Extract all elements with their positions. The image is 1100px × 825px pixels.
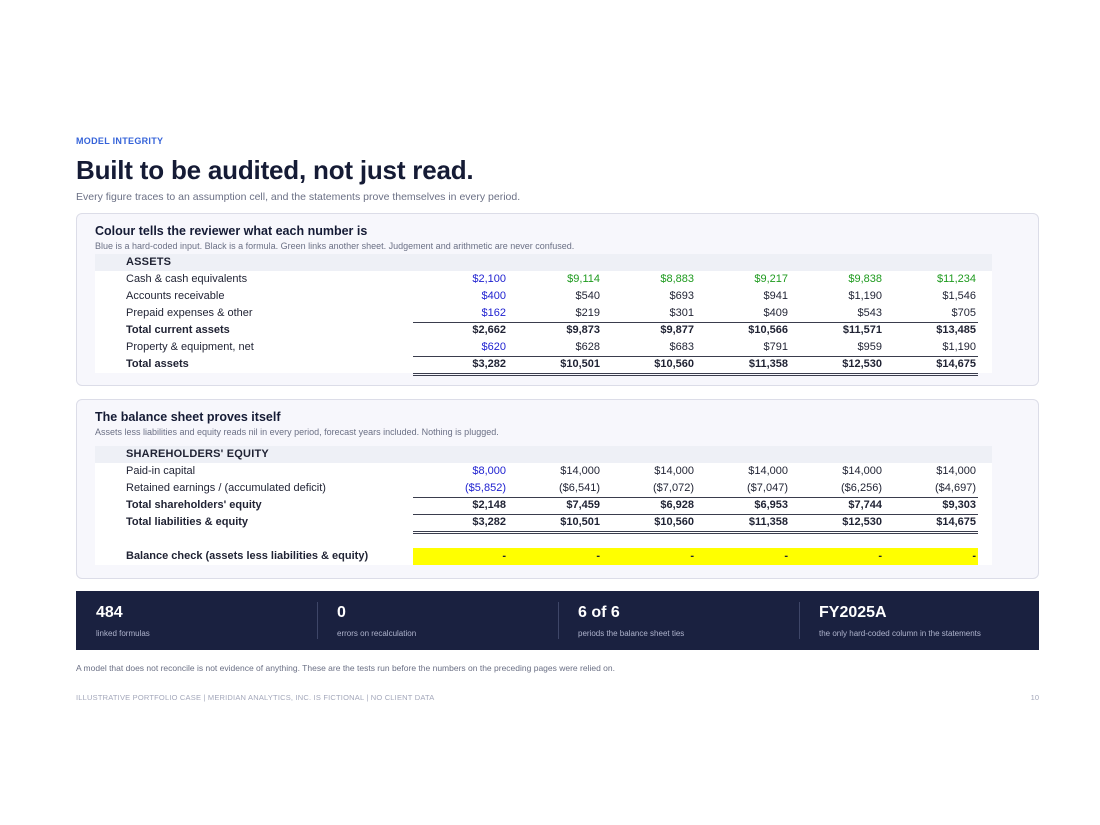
value-cell: $2,148 [472,499,506,511]
assets-table [95,254,992,373]
value-cell: $540 [575,290,600,302]
row-label: Property & equipment, net [126,341,254,353]
value-cell: $11,234 [937,273,976,285]
table-row [95,463,992,480]
value-cell: - [878,550,882,562]
value-cell: ($6,256) [841,482,882,494]
kpi-hard-coded-column [799,591,1039,650]
equity-table [95,446,992,565]
value-cell: $705 [951,307,976,319]
value-cell: $13,485 [936,324,976,336]
value-cell: $2,100 [472,273,506,285]
value-cell: $9,303 [942,499,976,511]
card-subtitle: Assets less liabilities and equity reads nil in every period, forecast years included. Nothing is plugged. [95,427,499,437]
colour-legend-card [76,213,1039,386]
table-row [95,305,992,322]
value-cell: $400 [481,290,506,302]
value-cell: $1,190 [942,341,976,353]
value-cell: $620 [481,341,506,353]
value-cell: $11,571 [842,324,882,336]
value-cell: $11,358 [748,358,788,370]
table-row [95,497,992,514]
value-cell: ($7,072) [653,482,694,494]
value-cell: $9,114 [567,273,600,285]
value-cell: $9,873 [566,324,600,336]
kpi-divider [799,602,800,639]
kpi-periods [558,591,798,650]
kpi-caption: the only hard-coded column in the statements [819,629,981,638]
value-cell: - [690,550,694,562]
row-label: Cash & cash equivalents [126,273,248,285]
balance-check-row [95,548,992,565]
table-row [95,514,992,531]
kpi-bar [76,591,1039,650]
value-cell: $628 [575,341,600,353]
double-rule [413,373,978,376]
value-cell: ($6,541) [559,482,600,494]
kpi-value: 6 of 6 [578,604,620,621]
row-label: Balance check (assets less liabilities & equity) [126,550,369,562]
value-cell: $941 [763,290,788,302]
row-label: Total liabilities & equity [126,516,249,528]
value-cell: ($7,047) [747,482,788,494]
kpi-divider [558,602,559,639]
value-cell: $14,000 [654,465,694,477]
value-cell: $791 [763,341,788,353]
value-cell: $1,190 [848,290,882,302]
value-cell: $3,282 [472,358,506,370]
kpi-value: FY2025A [819,604,887,621]
row-label: Total current assets [126,324,230,336]
value-cell: $10,566 [748,324,788,336]
value-cell: $14,675 [936,358,976,370]
value-cell: $683 [669,341,694,353]
value-cell: $2,662 [472,324,506,336]
value-cell: $9,217 [754,273,788,285]
value-cell: $10,560 [654,516,694,528]
value-cell: $9,838 [848,273,882,285]
value-cell: $8,883 [660,273,694,285]
value-cell: $14,000 [842,465,882,477]
table-row [95,356,992,373]
value-cell: ($5,852) [465,482,506,494]
spacer-row [95,531,992,548]
value-cell: $959 [857,341,882,353]
value-cell: $12,530 [842,516,882,528]
card-header [95,410,499,437]
kpi-caption: errors on recalculation [337,629,417,638]
value-cell: $162 [481,307,506,319]
value-cell: $10,560 [654,358,694,370]
table-row [95,339,992,356]
table-row [95,480,992,497]
card-subtitle: Blue is a hard-coded input. Black is a formula. Green links another sheet. Judgement and arithmetic are never confused. [95,241,575,251]
row-label: Retained earnings / (accumulated deficit) [126,482,326,494]
value-cell: $8,000 [472,465,506,477]
value-cell: $9,877 [660,324,694,336]
value-cell: - [596,550,600,562]
footnote: A model that does not reconcile is not evidence of anything. These are the tests run before the numbers on the preceding pages were relied on. [76,663,615,673]
value-cell: $1,546 [942,290,976,302]
eyebrow-label: MODEL INTEGRITY [76,136,164,146]
row-label: Paid-in capital [126,465,196,477]
value-cell: $14,675 [936,516,976,528]
value-cell: $11,358 [748,516,788,528]
value-cell: $7,459 [566,499,600,511]
row-label: SHAREHOLDERS' EQUITY [126,448,269,460]
value-cell: $14,000 [560,465,600,477]
row-label: ASSETS [126,256,172,268]
footer-disclaimer: ILLUSTRATIVE PORTFOLIO CASE | MERIDIAN ANALYTICS, INC. IS FICTIONAL | NO CLIENT DATA [76,693,435,702]
page-subtitle: Every figure traces to an assumption cell, and the statements prove themselves in every period. [76,191,521,203]
value-cell: $12,530 [842,358,882,370]
value-cell: $14,000 [748,465,788,477]
value-cell: - [972,550,976,562]
value-cell: $409 [763,307,788,319]
value-cell: $3,282 [472,516,506,528]
value-cell: $10,501 [560,358,600,370]
value-cell: $301 [669,307,694,319]
kpi-errors [317,591,557,650]
value-cell: $14,000 [936,465,976,477]
row-label: Total shareholders' equity [126,499,262,511]
value-cell: - [784,550,788,562]
kpi-caption: linked formulas [96,629,150,638]
value-cell: $6,928 [660,499,694,511]
kpi-caption: periods the balance sheet ties [578,629,685,638]
kpi-linked-formulas [76,591,316,650]
row-label: Total assets [126,358,189,370]
value-cell: $693 [669,290,694,302]
value-cell: $7,744 [848,499,882,511]
card-title: Colour tells the reviewer what each number is [95,224,368,238]
value-cell: $10,501 [560,516,600,528]
value-cell: $543 [857,307,882,319]
section-header-row [95,446,992,463]
section-header-row [95,254,992,271]
row-label: Prepaid expenses & other [126,307,253,319]
value-cell: $219 [575,307,600,319]
card-header [95,224,574,251]
balance-proof-card [76,399,1039,579]
row-label: Accounts receivable [126,290,225,302]
kpi-value: 484 [96,604,123,621]
kpi-divider [317,602,318,639]
kpi-value: 0 [337,604,346,621]
page-title: Built to be audited, not just read. [76,155,474,185]
table-row [95,322,992,339]
page-number: 10 [1030,693,1039,702]
card-title: The balance sheet proves itself [95,410,281,424]
value-cell: $6,953 [754,499,788,511]
value-cell: - [502,550,506,562]
table-row [95,271,992,288]
table-row [95,288,992,305]
value-cell: ($4,697) [935,482,976,494]
